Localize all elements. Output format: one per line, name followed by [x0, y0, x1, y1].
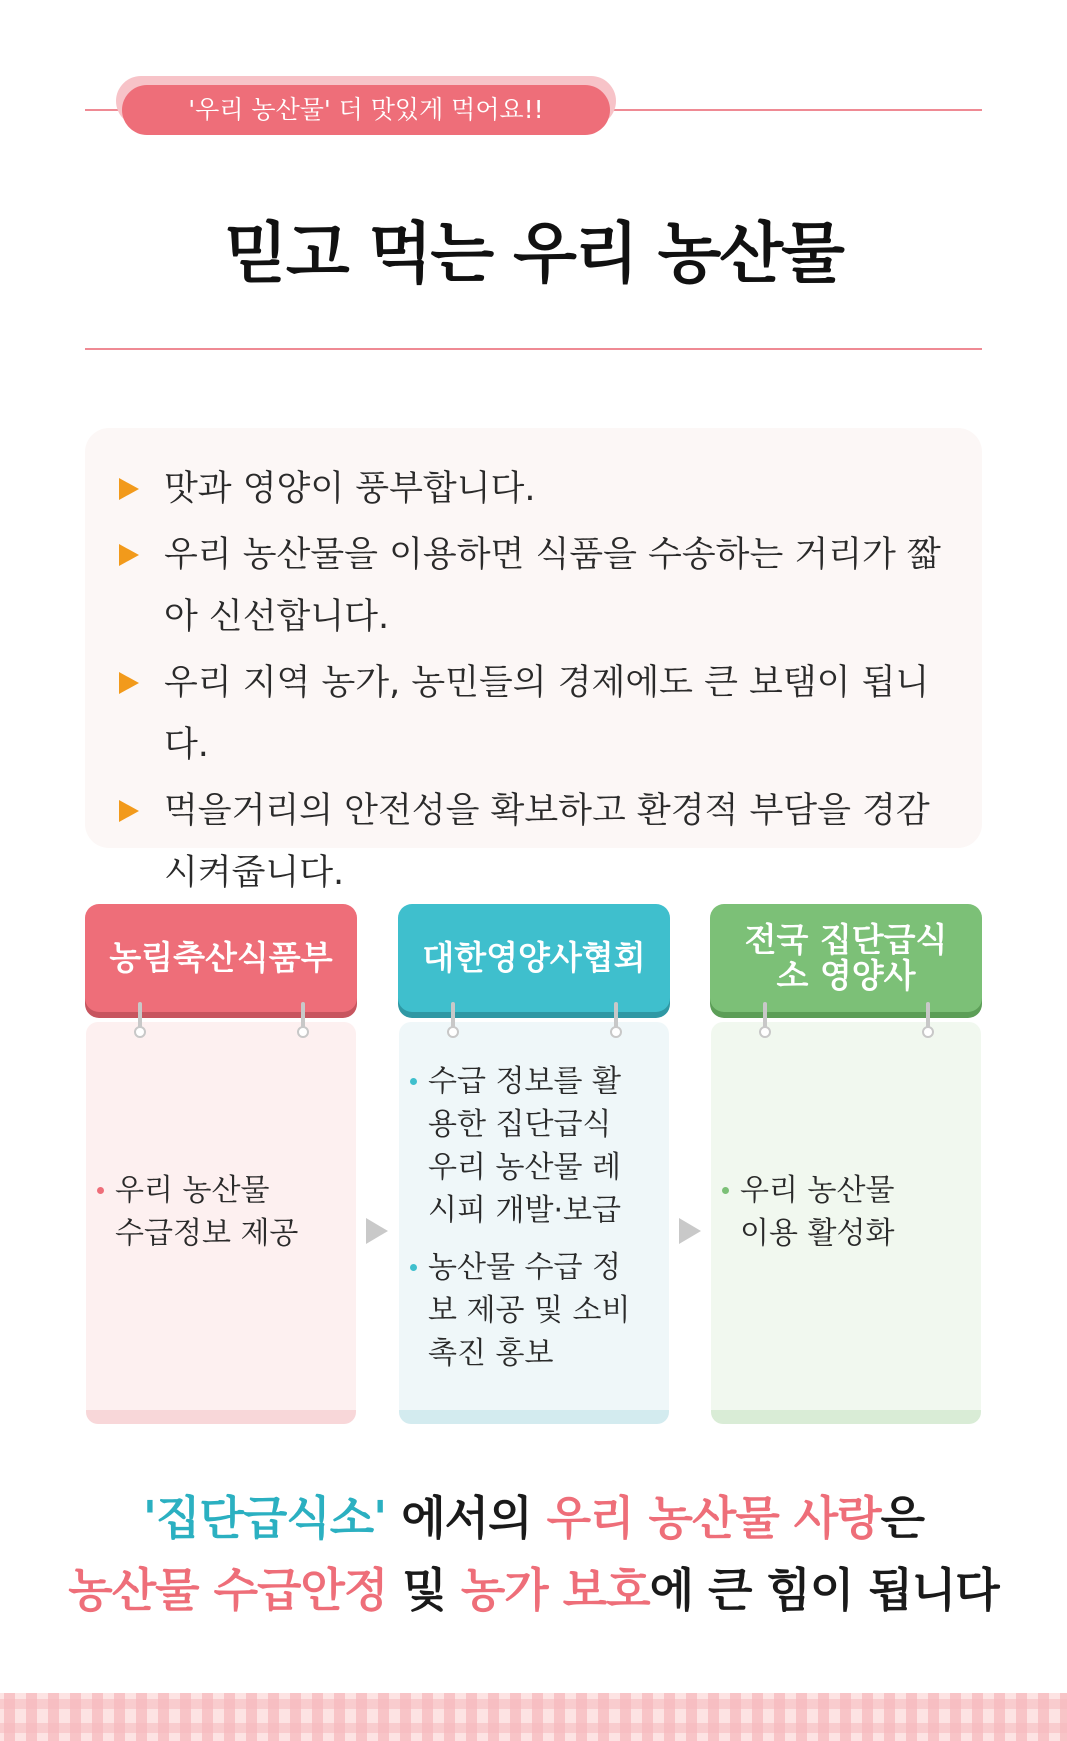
- gingham-stripe: [708, 1693, 719, 1741]
- summary-highlight: 우리 농산물 사랑: [546, 1491, 881, 1545]
- binder-hole-icon: [759, 1026, 771, 1038]
- gingham-stripe: [400, 1693, 411, 1741]
- gingham-stripe: [4, 1693, 15, 1741]
- card-content: [710, 1054, 982, 1384]
- card-bullet-text: 우리 농산물 이용 활성화: [740, 1173, 895, 1251]
- card-header: [710, 904, 982, 1012]
- gingham-stripe: [774, 1693, 785, 1741]
- binder-hole-icon: [610, 1026, 622, 1038]
- gingham-stripe: [158, 1693, 169, 1741]
- gingham-footer-pattern: [0, 1693, 1067, 1741]
- gingham-stripe: [686, 1693, 697, 1741]
- card-title: 농림축산식품부: [109, 938, 333, 977]
- gingham-stripe: [114, 1693, 125, 1741]
- gingham-stripe: [730, 1693, 741, 1741]
- gingham-stripe: [268, 1693, 279, 1741]
- card-bullet: [85, 1169, 357, 1255]
- gingham-stripe: [510, 1693, 521, 1741]
- gingham-stripe: [532, 1693, 543, 1741]
- gingham-stripe: [1016, 1693, 1027, 1741]
- tag-pill: '우리 농산물' 더 맛있게 먹어요!!: [122, 85, 610, 135]
- benefit-item: [119, 780, 942, 904]
- benefit-text: 우리 지역 농가, 농민들의 경제에도 큰 보탬이 됩니다.: [164, 663, 930, 765]
- flow-card-dietitian: [710, 904, 982, 1420]
- gingham-stripe: [598, 1693, 609, 1741]
- triangle-bullet-icon: [119, 478, 139, 500]
- gingham-stripe: [356, 1693, 367, 1741]
- summary-text: 및: [387, 1563, 461, 1617]
- gingham-stripe: [818, 1693, 829, 1741]
- card-title: 대한영양사협회: [422, 938, 646, 977]
- benefit-text: 먹을거리의 안전성을 확보하고 환경적 부담을 경감시켜줍니다.: [164, 791, 930, 893]
- summary-line-2: [0, 1554, 1067, 1620]
- dot-bullet-icon: [722, 1187, 729, 1194]
- binder-hole-icon: [922, 1026, 934, 1038]
- benefit-item: [119, 458, 942, 520]
- gingham-stripe: [466, 1693, 477, 1741]
- dot-bullet-icon: [97, 1187, 104, 1194]
- page-title: 믿고 먹는 우리 농산물: [224, 215, 843, 292]
- card-content: [85, 1054, 357, 1384]
- gingham-stripe: [928, 1693, 939, 1741]
- summary-highlight: 농산물 수급안정: [68, 1563, 388, 1617]
- summary-highlight: '집단급식소': [142, 1491, 387, 1545]
- benefit-text: 맛과 영양이 풍부합니다.: [164, 469, 536, 509]
- gingham-stripe: [422, 1693, 433, 1741]
- gingham-stripe: [378, 1693, 389, 1741]
- card-bullet: [710, 1169, 982, 1255]
- gingham-stripe: [576, 1693, 587, 1741]
- gingham-stripe: [312, 1693, 323, 1741]
- gingham-stripe: [752, 1693, 763, 1741]
- arrow-right-icon: [366, 1218, 388, 1244]
- gingham-stripe: [862, 1693, 873, 1741]
- card-bullet-text: 우리 농산물 수급정보 제공: [115, 1173, 299, 1251]
- summary-highlight: 농가 보호: [460, 1563, 650, 1617]
- gingham-stripe: [972, 1693, 983, 1741]
- card-header: [85, 904, 357, 1012]
- card-content: [398, 1054, 670, 1394]
- benefit-item: [119, 524, 942, 648]
- card-footer: [711, 1410, 981, 1424]
- gingham-stripe: [48, 1693, 59, 1741]
- gingham-stripe: [1038, 1693, 1049, 1741]
- flow-card-association: [398, 904, 670, 1420]
- gingham-stripe: [642, 1693, 653, 1741]
- card-title: 전국 집단급식소 영양사: [744, 920, 948, 995]
- flow-card-ministry: [85, 904, 357, 1420]
- benefit-item: [119, 652, 942, 776]
- gingham-stripe: [202, 1693, 213, 1741]
- gingham-stripe: [994, 1693, 1005, 1741]
- summary-text: 에 큰 힘이 됩니다: [649, 1563, 999, 1617]
- card-bullet: [398, 1246, 670, 1375]
- card-header: [398, 904, 670, 1012]
- gingham-stripe: [26, 1693, 37, 1741]
- gingham-stripe: [796, 1693, 807, 1741]
- gingham-stripe: [884, 1693, 895, 1741]
- summary-text: 에서의: [386, 1491, 547, 1545]
- gingham-stripe: [488, 1693, 499, 1741]
- gingham-stripe: [92, 1693, 103, 1741]
- gingham-stripe: [290, 1693, 301, 1741]
- triangle-bullet-icon: [119, 544, 139, 566]
- arrow-right-icon: [679, 1218, 701, 1244]
- card-bullet: [398, 1060, 670, 1232]
- benefit-text: 우리 농산물을 이용하면 식품을 수송하는 거리가 짧아 신선합니다.: [164, 535, 941, 637]
- gingham-stripe: [620, 1693, 631, 1741]
- card-footer: [399, 1410, 669, 1424]
- benefits-box: [85, 428, 982, 893]
- gingham-stripe: [334, 1693, 345, 1741]
- binder-hole-icon: [447, 1026, 459, 1038]
- triangle-bullet-icon: [119, 800, 139, 822]
- binder-hole-icon: [297, 1026, 309, 1038]
- gingham-stripe: [1060, 1693, 1067, 1741]
- dot-bullet-icon: [410, 1264, 417, 1271]
- summary-text: 은: [880, 1491, 925, 1545]
- gingham-stripe: [70, 1693, 81, 1741]
- summary-line-1: [0, 1482, 1067, 1548]
- gingham-stripe: [664, 1693, 675, 1741]
- gingham-stripe: [224, 1693, 235, 1741]
- gingham-stripe: [950, 1693, 961, 1741]
- gingham-stripe: [554, 1693, 565, 1741]
- binder-hole-icon: [134, 1026, 146, 1038]
- triangle-bullet-icon: [119, 672, 139, 694]
- gingham-stripe: [246, 1693, 257, 1741]
- header-divider-bottom: [85, 348, 982, 350]
- gingham-stripe: [180, 1693, 191, 1741]
- gingham-stripe: [444, 1693, 455, 1741]
- gingham-stripe: [906, 1693, 917, 1741]
- card-bullet-text: 농산물 수급 정보 제공 및 소비 촉진 홍보: [428, 1249, 631, 1371]
- card-bullet-text: 수급 정보를 활용한 집단급식 우리 농산물 레시피 개발·보급: [428, 1063, 621, 1228]
- gingham-stripe: [840, 1693, 851, 1741]
- dot-bullet-icon: [410, 1078, 417, 1085]
- gingham-stripe: [136, 1693, 147, 1741]
- card-footer: [86, 1410, 356, 1424]
